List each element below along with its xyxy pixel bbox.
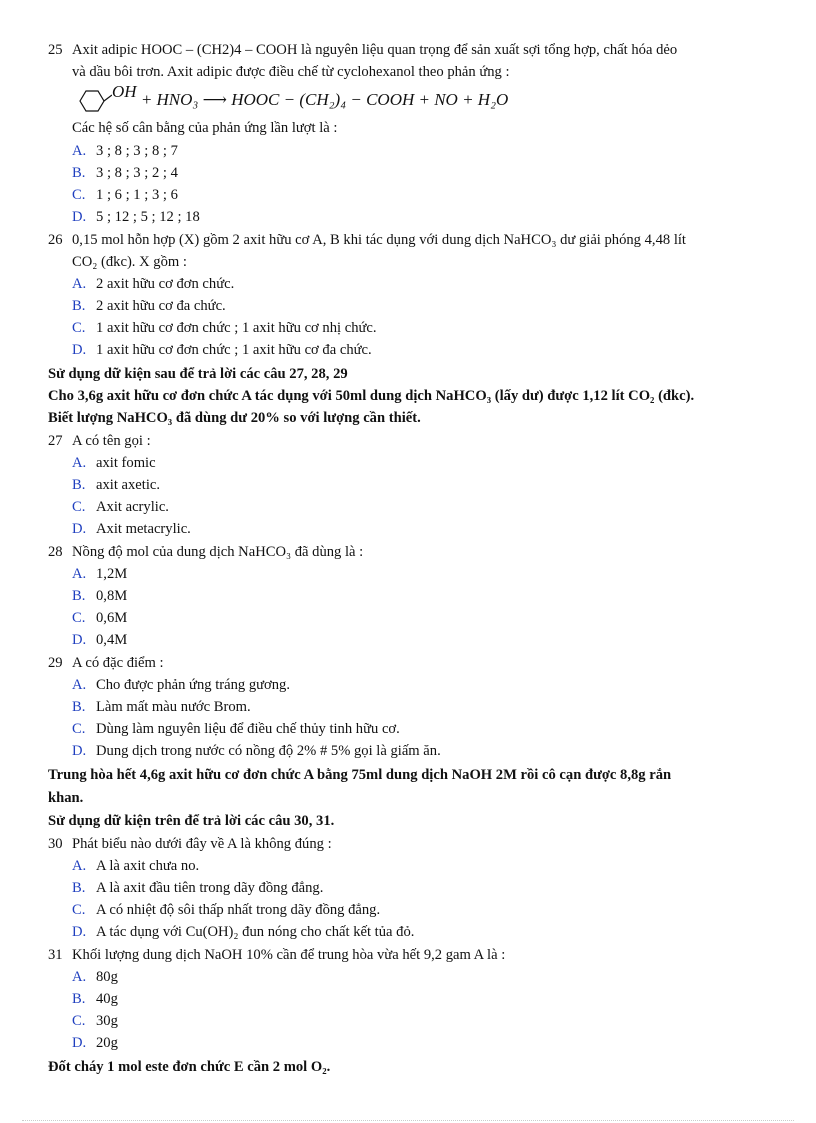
option-text: Dung dịch trong nước có nồng độ 2% # 5% gọi là giấm ăn. [96,743,441,759]
option-a[interactable] [72,453,156,473]
option-text: 5 ; 12 ; 5 ; 12 ; 18 [96,209,200,225]
problem-statement: Đốt cháy 1 mol este đơn chức E cần 2 mol O₂. [48,1059,331,1075]
question-text-continued: CO₂ (đkc). X gồm : [72,254,187,270]
option-text: A là axit đầu tiên trong dãy đồng đẳng. [96,880,324,896]
option-text: A là axit chưa no. [96,858,200,874]
option-letter: D. [72,342,87,358]
option-text: 1 axit hữu cơ đơn chức ; 1 axit hữu cơ đa chức. [96,342,372,358]
problem-statement: Trung hòa hết 4,6g axit hữu cơ đơn chức A bằng 75ml dung dịch NaOH 2M rồi cô cạn được 8,8g rắn [48,767,672,783]
question-text: 0,15 mol hỗn hợp (X) gồm 2 axit hữu cơ A, B khi tác dụng với dung dịch NaHCO₃ dư giải phóng 4,48 lít [72,232,686,248]
option-text: A có nhiệt độ sôi thấp nhất trong dãy đồng đẳng. [96,902,381,918]
option-text: 2 axit hữu cơ đa chức. [96,298,226,314]
option-c[interactable] [72,318,377,338]
option-b[interactable] [72,989,118,1009]
hydroxyl-label: OH [112,82,137,101]
option-c[interactable] [72,719,400,739]
option-c[interactable] [72,900,380,920]
option-letter: A. [72,969,87,985]
question-30 [48,834,332,854]
option-a[interactable] [72,675,290,695]
question-25 [48,40,677,60]
option-text: 0,4M [96,632,128,648]
option-letter: A. [72,143,87,159]
equation-text: + HNO₃ ⟶ HOOC − (CH₂)₄ − COOH + NO + H₂O [140,90,509,109]
option-letter: A. [72,677,87,693]
option-text: Cho được phản ứng tráng gương. [96,677,290,693]
option-letter: C. [72,610,86,626]
question-29 [48,653,164,673]
question-number: 30 [48,836,63,852]
option-letter: C. [72,902,86,918]
option-text: Axit acrylic. [96,499,169,515]
question-number: 25 [48,42,63,58]
option-text: 80g [96,969,118,985]
option-letter: A. [72,858,87,874]
option-text: Dùng làm nguyên liệu để điều chế thủy tinh hữu cơ. [96,721,400,737]
question-text: Nồng độ mol của dung dịch NaHCO₃ đã dùng là : [72,544,364,560]
option-text: Làm mất màu nước Brom. [96,699,251,715]
option-d[interactable] [72,207,200,227]
option-text: 40g [96,991,118,1007]
question-27 [48,431,151,451]
option-d[interactable] [72,922,414,942]
option-a[interactable] [72,141,178,161]
problem-statement: Cho 3,6g axit hữu cơ đơn chức A tác dụng với 50ml dung dịch NaHCO₃ (lấy dư) được 1,12 lít CO₂ (đkc). [48,388,695,404]
option-d[interactable] [72,630,127,650]
option-d[interactable] [72,741,441,761]
option-text: 3 ; 8 ; 3 ; 2 ; 4 [96,165,178,181]
option-letter: C. [72,320,86,336]
question-number: 29 [48,655,63,671]
option-b[interactable] [72,878,323,898]
option-letter: B. [72,477,86,493]
reaction-equation [72,82,509,114]
option-letter: C. [72,1013,86,1029]
question-text: A có tên gọi : [72,433,151,449]
option-letter: B. [72,298,86,314]
option-letter: B. [72,165,86,181]
option-c[interactable] [72,608,127,628]
question-number: 26 [48,232,63,248]
option-d[interactable] [72,519,191,539]
option-a[interactable] [72,274,234,294]
question-prompt: Các hệ số cân bằng của phản ứng lần lượt là : [72,120,338,136]
option-text: 20g [96,1035,118,1051]
question-text: A có đặc điểm : [72,655,164,671]
option-letter: D. [72,632,87,648]
option-letter: D. [72,924,87,940]
option-text: 0,8M [96,588,128,604]
option-a[interactable] [72,967,118,987]
option-letter: C. [72,721,86,737]
option-b[interactable] [72,475,160,495]
option-text: Axit metacrylic. [96,521,191,537]
question-number: 28 [48,544,63,560]
option-letter: D. [72,1035,87,1051]
option-letter: B. [72,588,86,604]
option-letter: C. [72,499,86,515]
option-letter: A. [72,276,87,292]
question-26 [48,230,686,250]
option-text: axit axetic. [96,477,161,493]
option-b[interactable] [72,163,178,183]
problem-statement-continued: khan. [48,790,84,806]
option-a[interactable] [72,856,199,876]
option-letter: D. [72,521,87,537]
option-d[interactable] [72,340,372,360]
option-c[interactable] [72,1011,118,1031]
option-d[interactable] [72,1033,118,1053]
option-letter: B. [72,880,86,896]
option-text: 0,6M [96,610,128,626]
option-b[interactable] [72,586,127,606]
question-text-continued: và dầu bôi trơn. Axit adipic được điều chế từ cyclohexanol theo phản ứng : [72,64,510,80]
option-text: 1 ; 6 ; 1 ; 3 ; 6 [96,187,178,203]
option-text: axit fomic [96,455,156,471]
cyclohexanol-ring-icon [72,87,112,115]
option-b[interactable] [72,697,251,717]
option-letter: C. [72,187,86,203]
question-text: Axit adipic HOOC – (CH2)4 – COOH là nguyên liệu quan trọng để sản xuất sợi tổng hợp, chất hóa dẻo [72,42,678,58]
option-b[interactable] [72,296,226,316]
section-instruction: Sử dụng dữ kiện trên để trả lời các câu 30, 31. [48,813,335,829]
option-letter: B. [72,699,86,715]
section-instruction: Sử dụng dữ kiện sau để trả lời các câu 27, 28, 29 [48,366,348,382]
option-c[interactable] [72,497,169,517]
problem-statement-continued: Biết lượng NaHCO₃ đã dùng dư 20% so với lượng cần thiết. [48,410,421,426]
option-c[interactable] [72,185,178,205]
option-letter: D. [72,209,87,225]
question-31 [48,945,505,965]
page-footer-divider [22,1120,794,1121]
option-text: 2 axit hữu cơ đơn chức. [96,276,235,292]
question-number: 27 [48,433,63,449]
option-text: 30g [96,1013,118,1029]
question-text: Phát biểu nào dưới đây về A là không đúng : [72,836,332,852]
question-number: 31 [48,947,63,963]
option-text: 3 ; 8 ; 3 ; 8 ; 7 [96,143,178,159]
option-text: 1 axit hữu cơ đơn chức ; 1 axit hữu cơ nhị chức. [96,320,377,336]
option-letter: B. [72,991,86,1007]
question-28 [48,542,363,562]
option-text: 1,2M [96,566,128,582]
option-letter: D. [72,743,87,759]
question-text: Khối lượng dung dịch NaOH 10% cần để trung hòa vừa hết 9,2 gam A là : [72,947,506,963]
option-letter: A. [72,566,87,582]
option-letter: A. [72,455,87,471]
option-a[interactable] [72,564,127,584]
option-text: A tác dụng với Cu(OH)₂ đun nóng cho chất kết tủa đỏ. [96,924,415,940]
